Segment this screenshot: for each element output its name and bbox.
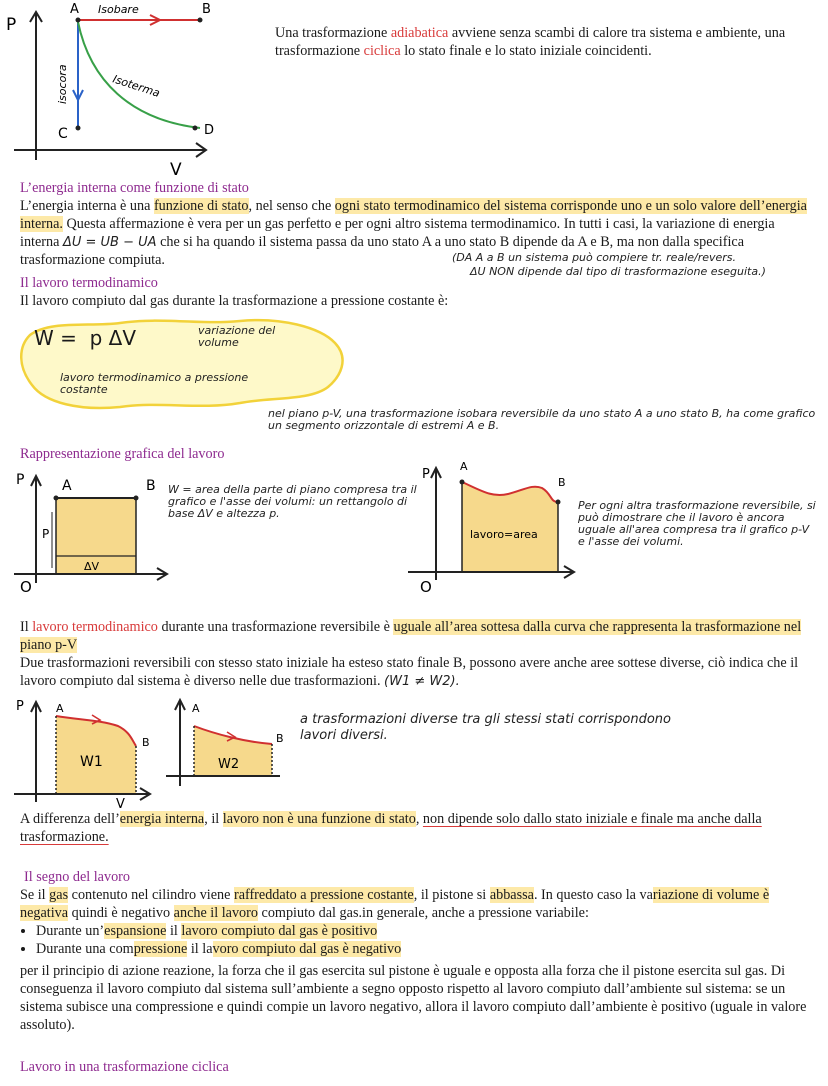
- point-d-label: D: [204, 123, 215, 138]
- due-trasformazioni-paragraph: Due trasformazioni reversibili con stesso stato iniziale ha esteso stato finale B, possono avere anche aree sottese diverse, ciò indica che il lavoro compiuto dal sistema è diverso nelle due trasformazioni. (W1 ≠ W2).: [20, 655, 799, 689]
- point-a-label: A: [70, 2, 79, 17]
- curve-o-label: O: [420, 578, 432, 595]
- lavoro-pressione-costante-note: lavoro termodinamico a pressione costante: [60, 371, 249, 396]
- ciclica-term: ciclica: [363, 43, 401, 59]
- w2-b-label: B: [276, 732, 284, 745]
- work-formula: W = p ΔV: [34, 326, 137, 350]
- point-b-label: B: [202, 2, 211, 17]
- point-c-label: C: [58, 126, 68, 142]
- ciclica-heading: Lavoro in una trasformazione ciclica: [20, 1059, 229, 1075]
- top-pv-diagram: [0, 0, 250, 180]
- w1-label: W1: [80, 754, 103, 770]
- curve-p-label: P: [422, 467, 430, 482]
- rect-dv-label: ΔV: [84, 560, 100, 573]
- rect-a-label: A: [62, 478, 72, 494]
- isobare-label: Isobare: [98, 3, 139, 16]
- energia-note-1: (DA A a B un sistema può compiere tr. reale/revers.: [452, 251, 737, 264]
- bullet-espansione: • Durante un’espansione il lavoro compiuto dal gas è positivo: [36, 922, 816, 940]
- p-axis-label: P: [6, 15, 17, 35]
- lavoro-heading: Il lavoro termodinamico: [20, 275, 158, 291]
- intro-paragraph: Una trasformazione adiabatica avviene senza scambi di calore tra sistema e ambiente, una trasformazione ciclica lo stato finale e lo stato iniziale coincidenti.: [275, 25, 786, 59]
- v-axis-label: V: [170, 160, 182, 180]
- adiabatica-term: adiabatica: [390, 25, 449, 41]
- delta-u-formula: ΔU = UB − UA: [62, 235, 157, 250]
- curve-work-note: Per ogni altra trasformazione reversibile, si può dimostrare che il lavoro è ancora uguale all'area compresa tra il grafico p-V e l'asse dei volumi.: [578, 499, 816, 548]
- curve-b-label: B: [558, 476, 566, 489]
- w-p-label: P: [16, 699, 24, 714]
- rect-o-label: O: [20, 578, 32, 596]
- lavoro-area-label: lavoro=area: [470, 528, 538, 541]
- rect-p-height-label: P: [42, 527, 50, 541]
- energia-paragraph: L’energia interna è una funzione di stato, nel senso che ogni stato termodinamico del sistema corrisponde uno e un solo valore dell’energia interna. Questa affermazione è vera per un gas perfetto e per ogni altro sistema termodinamico. In tutti i casi, la variazione di energia interna ΔU = UB − UA che si ha quando il sistema passa da uno stato A a uno stato B dipende da A e B, ma non dalla specifica trasformazione compiuta.: [20, 198, 807, 268]
- curve-a-label: A: [460, 460, 468, 473]
- rect-b-label: B: [146, 478, 156, 494]
- area-paragraph: Il lavoro termodinamico durante una trasformazione reversibile è uguale all’area sottesa dalla curva che rappresenta la trasformazione nel piano p-V: [20, 619, 802, 653]
- isobara-note: nel piano p-V, una trasformazione isobara reversibile da uno stato A a uno stato B, ha come grafico un segmento orizzontale di estremi A e B.: [268, 407, 816, 432]
- w-graphs: [0, 694, 290, 809]
- w-v-label: V: [116, 797, 125, 809]
- curve-work-graph: [400, 460, 580, 595]
- w2-a-label: A: [192, 702, 200, 715]
- azione-reazione-paragraph: per il principio di azione reazione, la forza che il gas esercita sul pistone è uguale e opposta alla forza che il pistone esercita sul gas. Di conseguenza il lavoro compiuto dal sistema sull’ambiente a segno opposto rispetto al lavoro compiuto dall’ambiente sul sistema: se un sistema subisce una compressione e quindi compie un lavoro negativo, allora il lavoro compiuto dall’ambiente è positivo (uguale in valore assoluto).: [20, 963, 807, 1033]
- rectangle-work-graph: [0, 468, 180, 598]
- segno-bullets: [20, 922, 816, 958]
- energia-heading: L’energia interna come funzione di stato: [20, 180, 249, 196]
- w-graphs-note: a trasformazioni diverse tra gli stessi stati corrispondono lavori diversi.: [300, 712, 671, 743]
- energia-note-2: ΔU NON dipende dal tipo di trasformazione eseguita.): [470, 265, 766, 278]
- segno-paragraph: Se il gas contenuto nel cilindro viene raffreddato a pressione costante, il pistone si abbassa. In questo caso la variazione di volume è negativa quindi è negativo anche il lavoro compiuto dal gas.in generale, anche a pressione variabile:: [20, 887, 770, 921]
- variazione-volume-note: variazione del volume: [198, 324, 276, 349]
- differenza-paragraph: A differenza dell’energia interna, il lavoro non è una funzione di stato, non dipende solo dallo stato iniziale e finale ma anche dalla trasformazione.: [20, 811, 762, 845]
- segno-heading: Il segno del lavoro: [24, 869, 130, 885]
- lavoro-paragraph: Il lavoro compiuto dal gas durante la trasformazione a pressione costante è:: [20, 293, 449, 309]
- rect-p-label: P: [16, 472, 25, 488]
- w1-neq-w2: (W1 ≠ W2).: [384, 674, 460, 689]
- rect-work-note: W = area della parte di piano compresa tra il grafico e l'asse dei volumi: un rettangolo di base ΔV e altezza p.: [168, 483, 417, 520]
- w2-label: W2: [218, 757, 240, 772]
- w1-b-label: B: [142, 736, 150, 749]
- isoterma-label: Isoterma: [111, 72, 162, 100]
- w1-a-label: A: [56, 702, 64, 715]
- rappresentazione-heading: Rappresentazione grafica del lavoro: [20, 446, 225, 462]
- isocora-label: isocora: [56, 64, 69, 104]
- bullet-compressione: • Durante una compressione il lavoro compiuto dal gas è negativo: [36, 940, 816, 958]
